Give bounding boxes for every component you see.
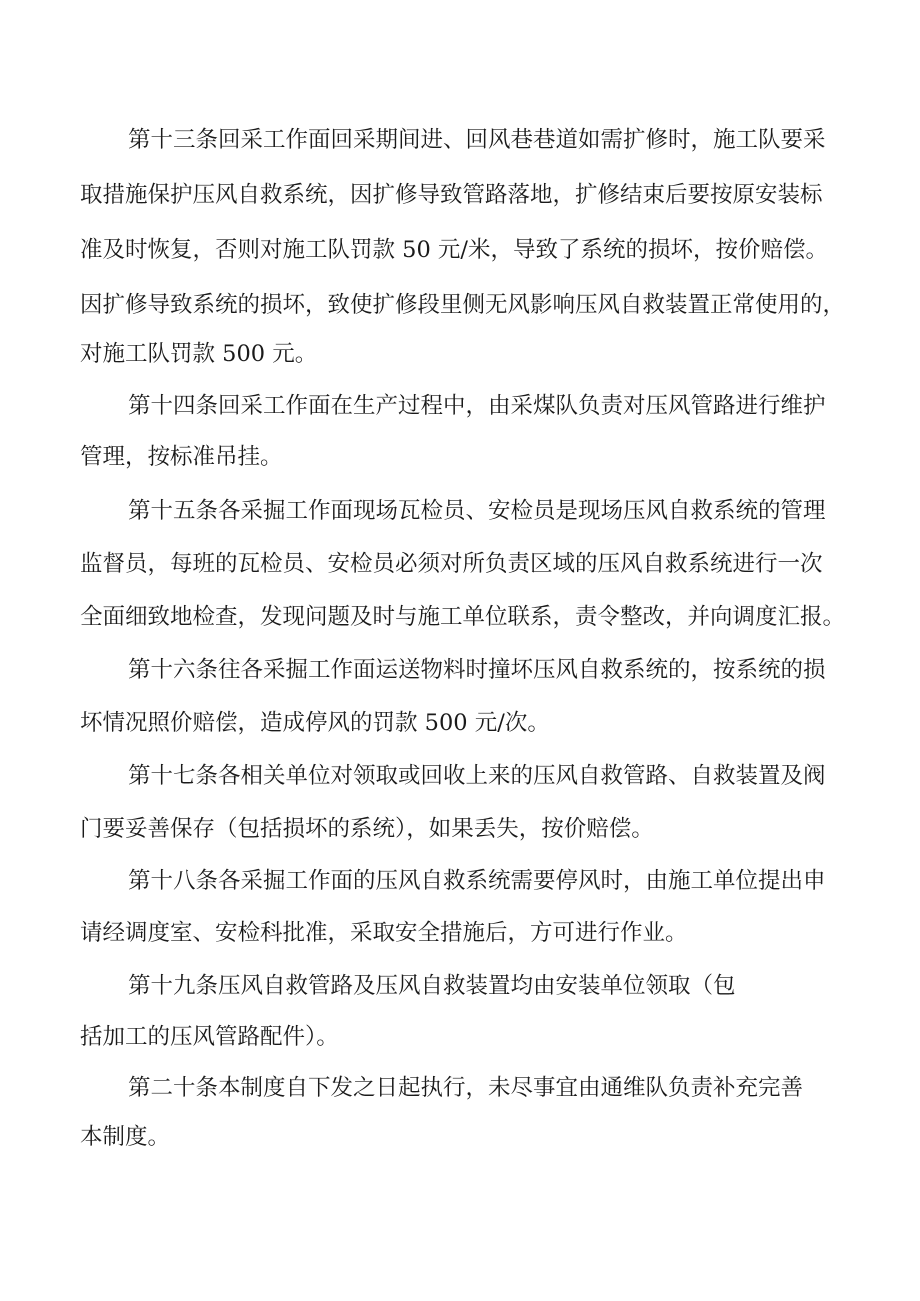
article-16-line-2: 坏情况照价赔偿，造成停风的罚款 500 元/次。: [80, 710, 550, 736]
article-17-line-1: 第十七条各相关单位对领取或回收上来的压风自救管路、自救装置及阀: [128, 763, 826, 789]
article-20-line-2: 本制度。: [80, 1124, 171, 1150]
article-14-line-2: 管理，按标准吊挂。: [80, 444, 283, 470]
article-16-line-1: 第十六条往各采掘工作面运送物料时撞坏压风自救系统的，按系统的损: [128, 657, 826, 683]
article-18-line-2: 请经调度室、安检科批准，采取安全措施后，方可进行作业。: [80, 920, 688, 946]
article-19-line-1: 第十九条压风自救管路及压风自救装置均由安装单位领取（包: [128, 973, 736, 999]
article-13-line-3: 准及时恢复，否则对施工队罚款 50 元/米，导致了系统的损坏，按价赔偿。: [80, 237, 829, 263]
article-13-line-1: 第十三条回采工作面回采期间进、回风巷巷道如需扩修时，施工队要采: [128, 127, 826, 153]
article-14-line-1: 第十四条回采工作面在生产过程中，由采煤队负责对压风管路进行维护: [128, 393, 826, 419]
article-15-line-1: 第十五条各采掘工作面现场瓦检员、安检员是现场压风自救系统的管理: [128, 498, 826, 524]
article-17-line-2: 门要妥善保存（包括损坏的系统），如果丢失，按价赔偿。: [80, 816, 654, 842]
article-19-line-2: 括加工的压风管路配件）。: [80, 1024, 339, 1050]
article-13-line-2: 取措施保护压风自救系统，因扩修导致管路落地，扩修结束后要按原安装标: [80, 182, 823, 208]
article-18-line-1: 第十八条各采掘工作面的压风自救系统需要停风时，由施工单位提出申: [128, 868, 826, 894]
article-15-line-3: 全面细致地检查，发现问题及时与施工单位联系，责令整改，并向调度汇报。: [80, 604, 846, 630]
article-13-line-5: 对施工队罚款 500 元。: [80, 341, 318, 367]
article-13-line-4: 因扩修导致系统的损坏，致使扩修段里侧无风影响压风自救装置正常使用的，: [80, 292, 846, 318]
article-15-line-2: 监督员，每班的瓦检员、安检员必须对所负责区域的压风自救系统进行一次: [80, 551, 823, 577]
article-20-line-1: 第二十条本制度自下发之日起执行，未尽事宜由通维队负责补充完善: [128, 1075, 804, 1101]
